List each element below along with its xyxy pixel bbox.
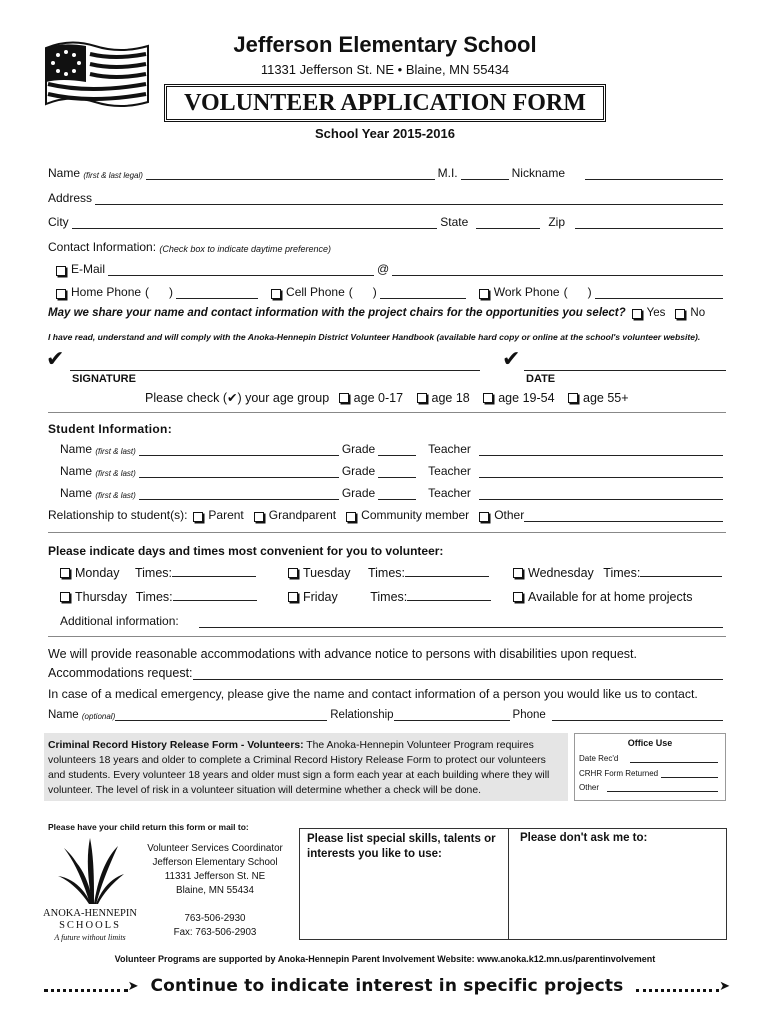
wednesday-item: Wednesday Times: <box>513 566 722 580</box>
age-0-17-checkbox[interactable] <box>339 393 349 403</box>
school-name: Jefferson Elementary School <box>233 32 537 57</box>
work-phone-field[interactable] <box>595 288 723 299</box>
form-title: VOLUNTEER APPLICATION FORM <box>164 84 606 122</box>
other-relationship-field[interactable] <box>524 511 723 522</box>
logo-schools: SCHOOLS <box>59 920 121 931</box>
crhr-field[interactable] <box>661 770 718 778</box>
dont-ask-field[interactable] <box>514 852 722 936</box>
parent-checkbox[interactable] <box>193 512 203 522</box>
community-member-checkbox[interactable] <box>346 512 356 522</box>
name-row: Name (first & last legal) M.I. Nickname <box>48 166 726 180</box>
availability-heading: Please indicate days and times most convenient for you to volunteer: <box>48 544 444 558</box>
date-label: DATE <box>526 373 556 385</box>
student-grade-field-3[interactable] <box>378 489 416 500</box>
phone-row: Home Phone ( ) Cell Phone ( ) Work Phone ( ) <box>56 285 726 299</box>
student-name-field-1[interactable] <box>139 445 339 456</box>
thursday-times-field[interactable] <box>173 590 257 601</box>
continue-banner: ➤ Continue to indicate interest in specific projects ➤ <box>44 974 730 998</box>
date-line[interactable] <box>524 370 726 371</box>
email-checkbox[interactable] <box>56 266 66 276</box>
student-name-field-3[interactable] <box>139 489 339 500</box>
return-heading: Please have your child return this form or mail to: <box>48 822 249 832</box>
name-field[interactable] <box>146 169 435 180</box>
wednesday-times-field[interactable] <box>640 566 722 577</box>
friday-item: Friday Times: <box>288 590 491 604</box>
student-teacher-field-2[interactable] <box>479 467 723 478</box>
age-19-54-checkbox[interactable] <box>483 393 493 403</box>
share-no-checkbox[interactable] <box>675 309 685 319</box>
office-other-field[interactable] <box>607 784 718 792</box>
email-user-field[interactable] <box>108 265 374 276</box>
home-phone-checkbox[interactable] <box>56 289 66 299</box>
student-row-2: Name (first & last) Grade Teacher <box>60 464 726 478</box>
skills-label: Please list special skills, talents or interests you like to use: <box>307 833 496 860</box>
student-row-3: Name (first & last) Grade Teacher <box>60 486 726 500</box>
logo-tagline: A future without limits <box>54 933 126 942</box>
thursday-item: Thursday Times: <box>60 590 257 604</box>
state-field[interactable] <box>476 218 540 229</box>
at-home-checkbox[interactable] <box>513 592 523 602</box>
school-year: School Year 2015-2016 <box>315 126 455 141</box>
student-heading: Student Information: <box>48 422 172 436</box>
additional-info-row: Additional information: <box>60 614 726 628</box>
friday-times-field[interactable] <box>407 590 491 601</box>
nickname-field[interactable] <box>585 169 723 180</box>
tuesday-item: Tuesday Times: <box>288 566 489 580</box>
contact-row: Contact Information: (Check box to indicate daytime preference) <box>48 240 331 254</box>
address-row: Address <box>48 191 726 205</box>
at-home-item: Available for at home projects <box>513 590 692 604</box>
date-recd-field[interactable] <box>630 755 718 763</box>
anoka-hennepin-logo-icon <box>56 834 126 906</box>
emergency-name-field[interactable] <box>115 710 327 721</box>
additional-info-field[interactable] <box>199 617 723 628</box>
email-domain-field[interactable] <box>392 265 723 276</box>
website-footer: Volunteer Programs are supported by Anoka-Hennepin Parent Involvement Website: www.anoka.k12.mn.us/parentinvolvement <box>114 954 656 964</box>
emergency-relationship-field[interactable] <box>394 710 510 721</box>
other-checkbox[interactable] <box>479 512 489 522</box>
student-teacher-field-3[interactable] <box>479 489 723 500</box>
crh-text: Criminal Record History Release Form - Volunteers: The Anoka-Hennepin Volunteer Program requires volunteers 18 years and older to complete a Criminal Record History Release Form to protect our volunteers and students. Every volunteer 18 years and older must sign a form each year at each building where they will volunteer. The level of risk in a volunteer situation will determine whether a check will be done. <box>48 740 550 796</box>
emergency-phone-field[interactable] <box>552 710 723 721</box>
handbook-statement: I have read, understand and will comply with the Anoka-Hennepin District Volunteer Handbook (available hard copy or online at the school's volunteer website). <box>48 332 701 342</box>
address-field[interactable] <box>95 194 723 205</box>
student-grade-field-2[interactable] <box>378 467 416 478</box>
mi-field[interactable] <box>461 169 509 180</box>
tuesday-checkbox[interactable] <box>288 568 298 578</box>
signature-line[interactable] <box>70 370 480 371</box>
friday-checkbox[interactable] <box>288 592 298 602</box>
work-phone-checkbox[interactable] <box>479 289 489 299</box>
accommodation-request-field[interactable] <box>193 669 723 680</box>
wednesday-checkbox[interactable] <box>513 568 523 578</box>
student-row-1: Name (first & last) Grade Teacher <box>60 442 726 456</box>
cell-phone-field[interactable] <box>380 288 466 299</box>
share-yes-checkbox[interactable] <box>632 309 642 319</box>
student-name-field-2[interactable] <box>139 467 339 478</box>
thursday-checkbox[interactable] <box>60 592 70 602</box>
monday-item: Monday Times: <box>60 566 256 580</box>
home-phone-field[interactable] <box>176 288 258 299</box>
age-55-checkbox[interactable] <box>568 393 578 403</box>
age-18-checkbox[interactable] <box>417 393 427 403</box>
age-row: Please check (✔) your age group age 0-17 age 18 age 19-54 age 55+ <box>145 391 629 405</box>
relationship-row: Relationship to student(s): Parent Grandparent Community member Other <box>48 508 726 522</box>
student-grade-field-1[interactable] <box>378 445 416 456</box>
email-row: E-Mail @ <box>56 262 726 276</box>
monday-times-field[interactable] <box>172 566 256 577</box>
city-row: City State Zip <box>48 215 726 229</box>
date-checkmark: ✔ <box>502 346 521 371</box>
grandparent-checkbox[interactable] <box>254 512 264 522</box>
emergency-contact-row: Name (optional) Relationship Phone <box>48 709 726 721</box>
accommodation-notice: We will provide reasonable accommodations with advance notice to persons with disabilities upon request. <box>48 647 637 661</box>
monday-checkbox[interactable] <box>60 568 70 578</box>
accommodation-request-row: Accommodations request: <box>48 666 726 680</box>
zip-field[interactable] <box>575 218 723 229</box>
signature-label: SIGNATURE <box>72 373 136 385</box>
cell-phone-checkbox[interactable] <box>271 289 281 299</box>
student-teacher-field-1[interactable] <box>479 445 723 456</box>
school-address: 11331 Jefferson St. NE • Blaine, MN 55434 <box>260 62 510 77</box>
logo-name: ANOKA-HENNEPIN <box>43 908 137 919</box>
mail-address: Volunteer Services Coordinator Jefferson Elementary School 11331 Jefferson St. NE Blaine, MN 55434 763-506-2930 Fax: 763-506-2903 <box>147 843 283 938</box>
tuesday-times-field[interactable] <box>405 566 489 577</box>
office-use-box: Office Use Date Rec'd CRHR Form Returned Other <box>574 733 726 801</box>
signature-checkmark: ✔ <box>46 346 65 371</box>
city-field[interactable] <box>72 218 438 229</box>
flag-icon <box>40 38 154 118</box>
skills-field[interactable] <box>304 864 504 936</box>
dont-ask-label: Please don't ask me to: <box>520 832 648 844</box>
emergency-notice: In case of a medical emergency, please give the name and contact information of a person you would like us to contact. <box>48 687 698 701</box>
share-row: May we share your name and contact information with the project chairs for the opportunities you select? Yes No <box>48 307 706 319</box>
